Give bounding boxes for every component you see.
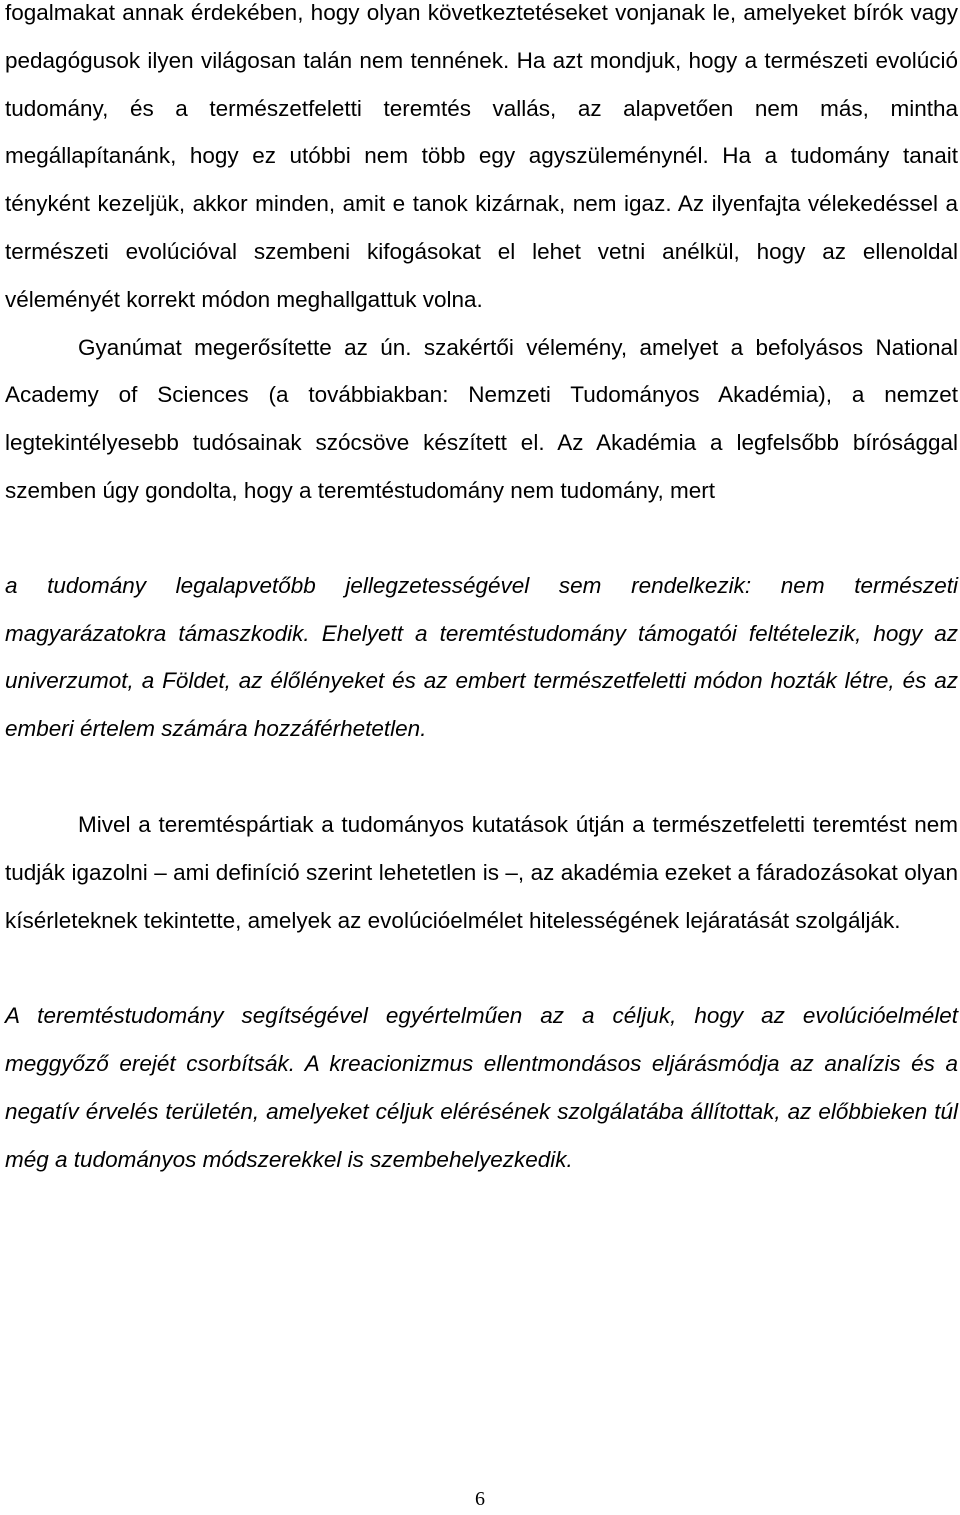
body-paragraph: Gyanúmat megerősítette az ún. szakértői vélemény, amelyet a befolyásos National Academy of Sciences (a továbbiakban: Nemzeti Tudományos Akadémia), a nemzet legtekintélyesebb tudósainak szócsöve készített el. Az Akadémia a legfelsőbb bírósággal szemben úgy gondolta, hogy a teremtéstudomány nem tudomány, mert: [5, 334, 958, 503]
quote-paragraph: A teremtéstudomány segítségével egyértelműen az a céljuk, hogy az evolúcióelmélet meggyőző erejét csorbítsák. A kreacionizmus ellentmondásos eljárásmódja az analízis és a negatív érvelés területén, amelyeket céljuk elérésének szolgálatába állítottak, az előbbieken túl még a tudományos módszerekkel is szembehelyezkedik.: [5, 1003, 958, 1172]
page-number: 6: [475, 1488, 485, 1510]
body-paragraph: Mivel a teremtéspártiak a tudományos kutatások útján a természetfeletti teremtést nem tudják igazolni – ami definíció szerint lehetetlen is –, az akadémia ezeket a fáradozásokat olyan kísérleteknek tekintette, amelyek az evolúcióelmélet hitelességének lejáratását szolgálják.: [5, 811, 958, 933]
document-page: [5, 0, 958, 1184]
quote-paragraph: a tudomány legalapvetőbb jellegzetességével sem rendelkezik: nem természeti magyarázatokra támaszkodik. Ehelyett a teremtéstudomány támogatói feltételezik, hogy az univerzumot, a Földet, az élőlényeket és az embert természetfeletti módon hozták létre, és az emberi értelem számára hozzáférhetetlen.: [5, 572, 958, 742]
body-paragraph: fogalmakat annak érdekében, hogy olyan következtetéseket vonjanak le, amelyeket bírók vagy pedagógusok ilyen világosan talán nem tennének. Ha azt mondjuk, hogy a természeti evolúció tudomány, és a természetfeletti teremtés vallás, az alapvetően nem más, mintha megállapítanánk, hogy ez utóbbi nem több egy agyszüleménynél. Ha a tudomány tanait tényként kezeljük, akkor minden, amit e tanok kizárnak, nem igaz. Az ilyenfajta vélekedéssel a természeti evolúcióval szembeni kifogásokat el lehet vetni anélkül, hogy az ellenoldal véleményét korrekt módon meghallgattuk volna.: [5, 0, 958, 312]
